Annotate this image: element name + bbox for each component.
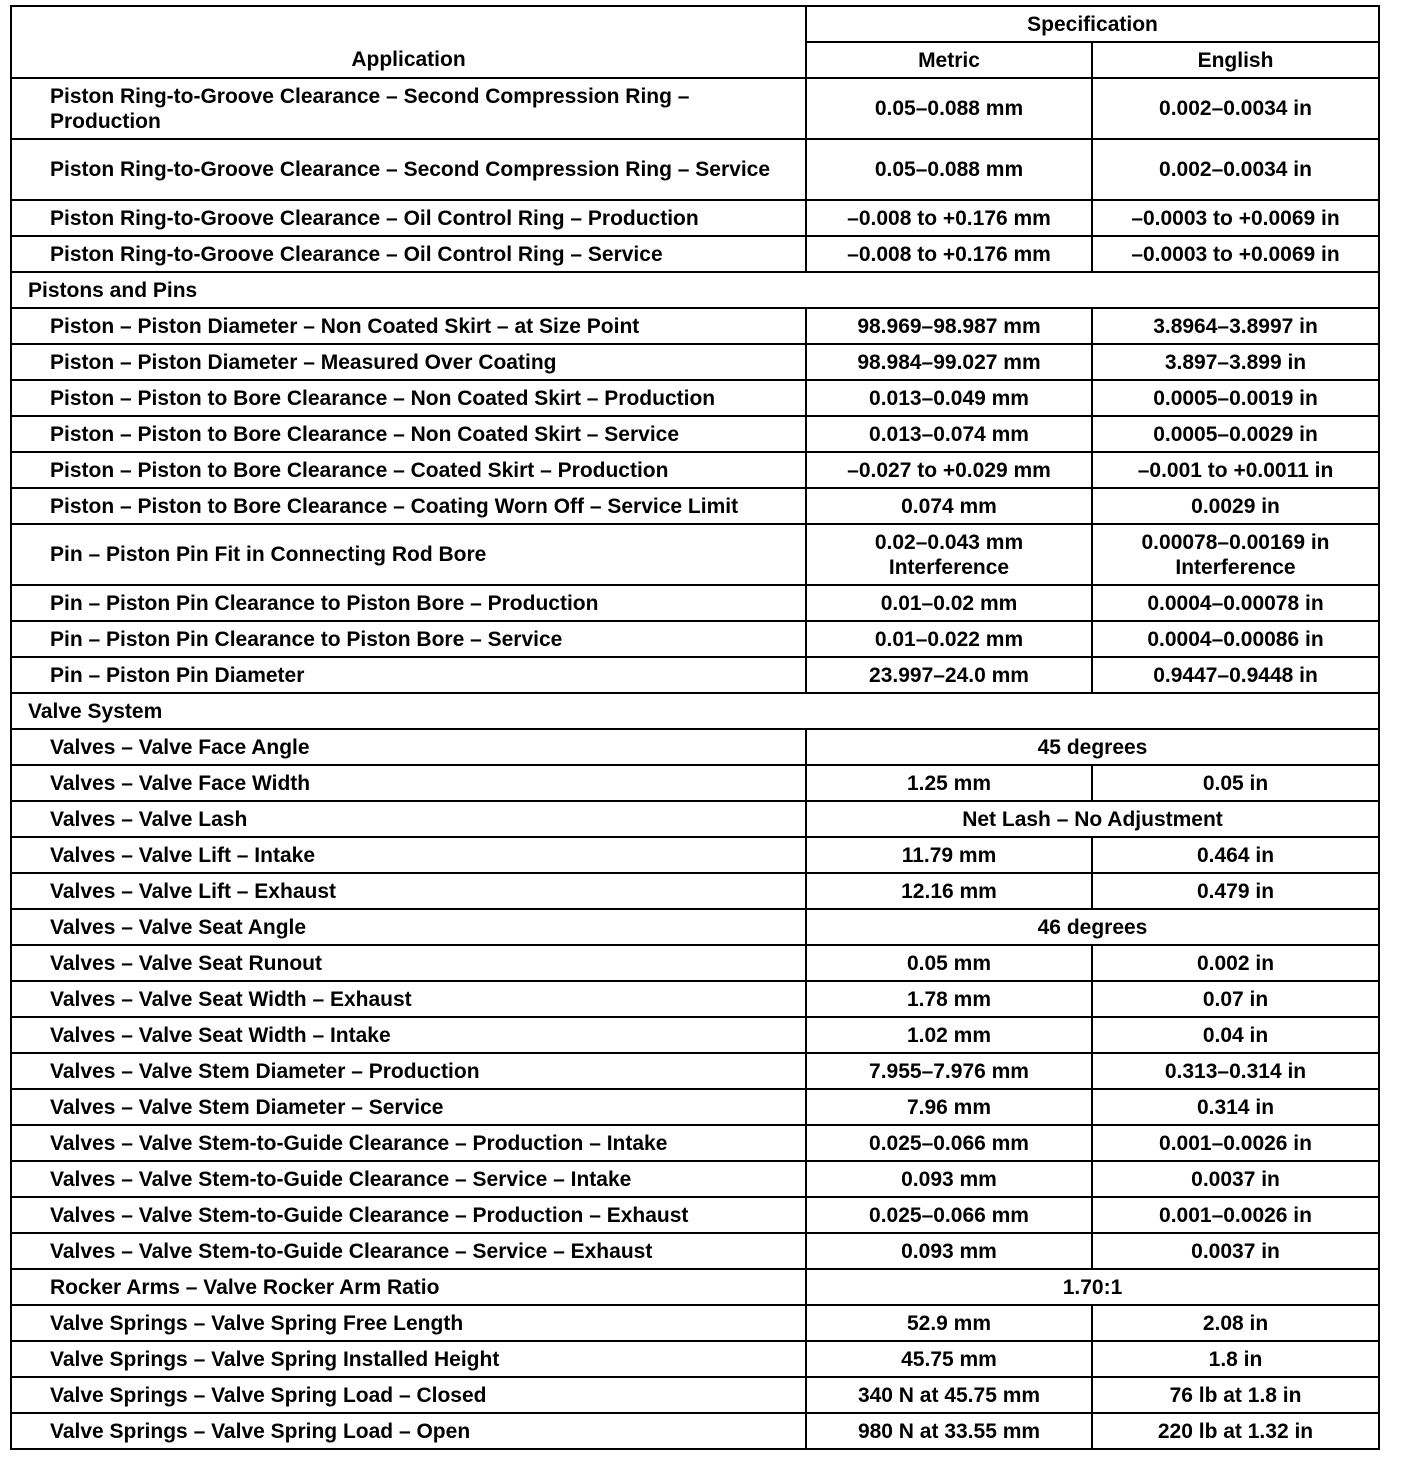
english-value-cell: 0.0037 in (1092, 1161, 1379, 1197)
metric-value-cell: 0.01–0.022 mm (806, 621, 1092, 657)
application-cell: Rocker Arms – Valve Rocker Arm Ratio (11, 1269, 806, 1305)
spec-value-cell: 45 degrees (806, 729, 1379, 765)
english-value-cell: 3.897–3.899 in (1092, 344, 1379, 380)
application-cell: Valves – Valve Stem-to-Guide Clearance – Service – Intake (11, 1161, 806, 1197)
spec-value-cell: 1.70:1 (806, 1269, 1379, 1305)
application-cell: Valve Springs – Valve Spring Free Length (11, 1305, 806, 1341)
table-row (11, 416, 1379, 452)
table-row (11, 380, 1379, 416)
application-cell: Piston – Piston to Bore Clearance – Non Coated Skirt – Service (11, 416, 806, 452)
application-cell: Valves – Valve Face Width (11, 765, 806, 801)
section-heading: Pistons and Pins (11, 272, 1379, 308)
application-cell: Valves – Valve Seat Width – Intake (11, 1017, 806, 1053)
application-cell: Piston – Piston to Bore Clearance – Coating Worn Off – Service Limit (11, 488, 806, 524)
english-value-cell: 0.002–0.0034 in (1092, 139, 1379, 200)
metric-value-cell: 340 N at 45.75 mm (806, 1377, 1092, 1413)
english-value-cell: –0.001 to +0.0011 in (1092, 452, 1379, 488)
table-row (11, 1269, 1379, 1305)
application-cell: Pin – Piston Pin Clearance to Piston Bore – Production (11, 585, 806, 621)
metric-value-cell: 52.9 mm (806, 1305, 1092, 1341)
spec-value-cell: 46 degrees (806, 909, 1379, 945)
application-cell: Valve Springs – Valve Spring Load – Closed (11, 1377, 806, 1413)
application-cell: Piston – Piston Diameter – Measured Over Coating (11, 344, 806, 380)
application-cell: Pin – Piston Pin Diameter (11, 657, 806, 693)
table-row (11, 801, 1379, 837)
metric-value-cell: 11.79 mm (806, 837, 1092, 873)
metric-value-cell: 1.25 mm (806, 765, 1092, 801)
metric-value-cell: 23.997–24.0 mm (806, 657, 1092, 693)
table-row (11, 1161, 1379, 1197)
metric-value-cell: 0.05–0.088 mm (806, 78, 1092, 139)
english-value-cell: 0.0037 in (1092, 1233, 1379, 1269)
table-row (11, 452, 1379, 488)
application-cell: Valves – Valve Stem Diameter – Production (11, 1053, 806, 1089)
english-value-cell: 0.07 in (1092, 981, 1379, 1017)
application-cell: Valve Springs – Valve Spring Installed Height (11, 1341, 806, 1377)
metric-header: Metric (806, 42, 1092, 78)
application-cell: Valves – Valve Lash (11, 801, 806, 837)
table-row (11, 729, 1379, 765)
metric-value-cell: –0.008 to +0.176 mm (806, 236, 1092, 272)
table-row (11, 1377, 1379, 1413)
english-value-cell: 1.8 in (1092, 1341, 1379, 1377)
metric-value-cell: 0.074 mm (806, 488, 1092, 524)
english-value-cell: 0.001–0.0026 in (1092, 1125, 1379, 1161)
metric-value-cell: 0.05 mm (806, 945, 1092, 981)
table-row (11, 1413, 1379, 1449)
specification-table (10, 5, 1380, 1450)
table-row (11, 765, 1379, 801)
table-row (11, 1233, 1379, 1269)
application-cell: Valve Springs – Valve Spring Load – Open (11, 1413, 806, 1449)
table-row (11, 308, 1379, 344)
application-cell: Pin – Piston Pin Fit in Connecting Rod Bore (11, 524, 806, 585)
english-value-cell: 0.0004–0.00086 in (1092, 621, 1379, 657)
english-value-cell: 76 lb at 1.8 in (1092, 1377, 1379, 1413)
table-header (11, 6, 1379, 78)
metric-value-cell: 0.013–0.049 mm (806, 380, 1092, 416)
english-value-cell: 0.314 in (1092, 1089, 1379, 1125)
metric-value-cell: 0.05–0.088 mm (806, 139, 1092, 200)
application-cell: Piston Ring-to-Groove Clearance – Oil Control Ring – Production (11, 200, 806, 236)
table-row (11, 524, 1379, 585)
english-value-cell: –0.0003 to +0.0069 in (1092, 200, 1379, 236)
table-row (11, 1341, 1379, 1377)
english-value-cell: 220 lb at 1.32 in (1092, 1413, 1379, 1449)
metric-value-cell: 0.025–0.066 mm (806, 1197, 1092, 1233)
english-value-cell: 0.00078–0.00169 in Interference (1092, 524, 1379, 585)
english-value-cell: 0.0005–0.0019 in (1092, 380, 1379, 416)
section-heading: Valve System (11, 693, 1379, 729)
english-value-cell: –0.0003 to +0.0069 in (1092, 236, 1379, 272)
application-cell: Piston – Piston to Bore Clearance – Non Coated Skirt – Production (11, 380, 806, 416)
section-row (11, 693, 1379, 729)
application-cell: Valves – Valve Stem Diameter – Service (11, 1089, 806, 1125)
english-value-cell: 0.0029 in (1092, 488, 1379, 524)
metric-value-cell: –0.027 to +0.029 mm (806, 452, 1092, 488)
application-cell: Valves – Valve Stem-to-Guide Clearance – Service – Exhaust (11, 1233, 806, 1269)
application-cell: Valves – Valve Seat Angle (11, 909, 806, 945)
english-value-cell: 0.9447–0.9448 in (1092, 657, 1379, 693)
english-value-cell: 0.04 in (1092, 1017, 1379, 1053)
table-row (11, 1089, 1379, 1125)
english-value-cell: 2.08 in (1092, 1305, 1379, 1341)
table-row (11, 236, 1379, 272)
english-value-cell: 0.002 in (1092, 945, 1379, 981)
application-cell: Valves – Valve Stem-to-Guide Clearance – Production – Intake (11, 1125, 806, 1161)
section-row (11, 272, 1379, 308)
english-value-cell: 0.0004–0.00078 in (1092, 585, 1379, 621)
english-header: English (1092, 42, 1379, 78)
english-value-cell: 0.001–0.0026 in (1092, 1197, 1379, 1233)
table-row (11, 1017, 1379, 1053)
table-body (11, 78, 1379, 1449)
metric-value-cell: 7.955–7.976 mm (806, 1053, 1092, 1089)
metric-value-cell: 7.96 mm (806, 1089, 1092, 1125)
table-row (11, 200, 1379, 236)
application-cell: Pin – Piston Pin Clearance to Piston Bore – Service (11, 621, 806, 657)
english-value-cell: 0.464 in (1092, 837, 1379, 873)
metric-value-cell: 0.093 mm (806, 1233, 1092, 1269)
metric-value-cell: –0.008 to +0.176 mm (806, 200, 1092, 236)
table-row (11, 488, 1379, 524)
metric-value-cell: 12.16 mm (806, 873, 1092, 909)
metric-value-cell: 98.984–99.027 mm (806, 344, 1092, 380)
application-cell: Piston Ring-to-Groove Clearance – Second Compression Ring – Production (11, 78, 806, 139)
english-value-cell: 0.002–0.0034 in (1092, 78, 1379, 139)
metric-value-cell: 98.969–98.987 mm (806, 308, 1092, 344)
application-cell: Valves – Valve Face Angle (11, 729, 806, 765)
table-row (11, 344, 1379, 380)
english-value-cell: 0.0005–0.0029 in (1092, 416, 1379, 452)
table-row (11, 1053, 1379, 1089)
table-row (11, 909, 1379, 945)
application-header: Application (11, 6, 806, 78)
application-cell: Piston Ring-to-Groove Clearance – Second Compression Ring – Service (11, 139, 806, 200)
application-cell: Piston Ring-to-Groove Clearance – Oil Control Ring – Service (11, 236, 806, 272)
table-row (11, 1197, 1379, 1233)
application-cell: Piston – Piston Diameter – Non Coated Skirt – at Size Point (11, 308, 806, 344)
metric-value-cell: 1.78 mm (806, 981, 1092, 1017)
metric-value-cell: 0.02–0.043 mm Interference (806, 524, 1092, 585)
application-cell: Valves – Valve Lift – Intake (11, 837, 806, 873)
specification-header: Specification (806, 6, 1379, 42)
metric-value-cell: 0.013–0.074 mm (806, 416, 1092, 452)
spec-value-cell: Net Lash – No Adjustment (806, 801, 1379, 837)
application-cell: Piston – Piston to Bore Clearance – Coated Skirt – Production (11, 452, 806, 488)
english-value-cell: 0.05 in (1092, 765, 1379, 801)
english-value-cell: 0.479 in (1092, 873, 1379, 909)
table-row (11, 945, 1379, 981)
application-cell: Valves – Valve Seat Width – Exhaust (11, 981, 806, 1017)
table-row (11, 139, 1379, 200)
table-row (11, 621, 1379, 657)
metric-value-cell: 1.02 mm (806, 1017, 1092, 1053)
english-value-cell: 0.313–0.314 in (1092, 1053, 1379, 1089)
table-row (11, 78, 1379, 139)
table-row (11, 1305, 1379, 1341)
table-row (11, 873, 1379, 909)
table-row (11, 837, 1379, 873)
metric-value-cell: 0.025–0.066 mm (806, 1125, 1092, 1161)
english-value-cell: 3.8964–3.8997 in (1092, 308, 1379, 344)
metric-value-cell: 0.093 mm (806, 1161, 1092, 1197)
application-cell: Valves – Valve Seat Runout (11, 945, 806, 981)
application-cell: Valves – Valve Lift – Exhaust (11, 873, 806, 909)
table-row (11, 981, 1379, 1017)
metric-value-cell: 0.01–0.02 mm (806, 585, 1092, 621)
table-row (11, 1125, 1379, 1161)
metric-value-cell: 45.75 mm (806, 1341, 1092, 1377)
table-row (11, 657, 1379, 693)
metric-value-cell: 980 N at 33.55 mm (806, 1413, 1092, 1449)
table-row (11, 585, 1379, 621)
application-cell: Valves – Valve Stem-to-Guide Clearance – Production – Exhaust (11, 1197, 806, 1233)
